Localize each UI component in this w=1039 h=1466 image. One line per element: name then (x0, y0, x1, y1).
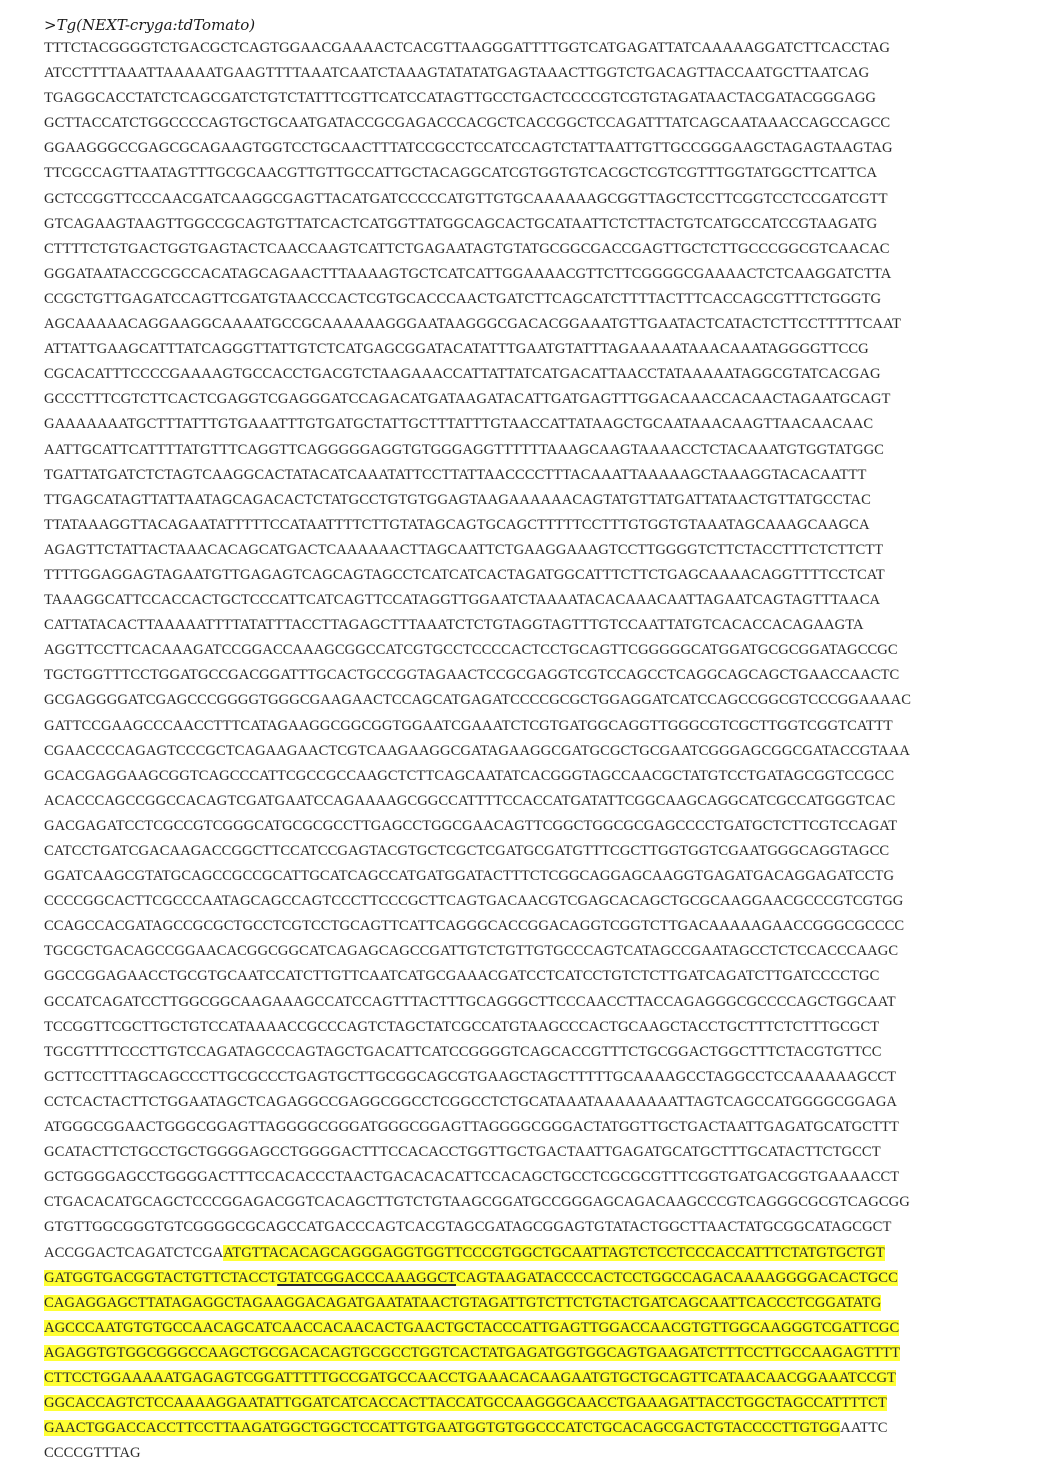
sequence-segment: AGCAAAAACAGGAAGGCAAAATGCCGCAAAAAAGGGAATAAGGGCGACACGGAAATGTTGAATACTCATACTCTTCCTTTTTCAAT (44, 316, 901, 333)
sequence-segment: CCTCACTACTTCTGGAATAGCTCAGAGGCCGAGGCGGCCTCGGCCTCTGCATAAATAAAAAAAATTAGTCAGCCATGGGGCGGAGA (44, 1093, 898, 1110)
sequence-segment: TGCGCTGACAGCCGGAACACGGCGGCATCAGAGCAGCCGATTGTCTGTTGTGCCCAGTCATAGCCGAATAGCCTCTCCACCCAAGC (44, 943, 899, 960)
sequence-line (44, 513, 1034, 538)
sequence-line (44, 1316, 1034, 1341)
sequence-segment: TTATAAAGGTTACAGAATATTTTTCCATAATTTTCTTGTATAGCAGTGCAGCTTTTTCCTTTGTGGTGTAAATAGCAAAGCAAGCA (44, 516, 870, 533)
sequence-line (44, 764, 1034, 789)
sequence-segment: CCGCTGTTGAGATCCAGTTCGATGTAACCCACTCGTGCACCCAACTGATCTTCAGCATCTTTTACTTTCACCAGCGTTTCTGGGTG (44, 290, 882, 307)
sequence-line (44, 1190, 1034, 1215)
sequence-segment: GTGTTGGCGGGTGTCGGGGCGCAGCCATGACCCAGTCACGTAGCGATAGCGGAGTGTATACTGGCTTAACTATGCGGCATAGCGCT (44, 1219, 892, 1236)
sequence-line (44, 1241, 1034, 1266)
sequence-line (44, 814, 1034, 839)
sequence-line (44, 387, 1034, 412)
sequence-line (44, 588, 1034, 613)
sequence-line (44, 914, 1034, 939)
sequence-line (44, 488, 1034, 513)
sequence-line (44, 362, 1034, 387)
sequence-line (44, 1391, 1034, 1416)
sequence-segment: TTCGCCAGTTAATAGTTTGCGCAACGTTGTTGCCATTGCTACAGGCATCGTGGTGTCACGCTCGTCGTTTGGTATGGCTTCATTCA (44, 165, 878, 182)
sequence-line (44, 1215, 1034, 1240)
sequence-segment: GCGAGGGGATCGAGCCCGGGGTGGGCGAAGAACTCCAGCATGAGATCCCCGCGCTGGAGGATCATCCAGCCGGCGTCCCGGAAAAC (44, 692, 912, 709)
sequence-line (44, 161, 1034, 186)
sequence-segment: GGCCGGAGAACCTGCGTGCAATCCATCTTGTTCAATCATGCGAAACGATCCTCATCCTGTCTCTTGATCAGATCTTGATCCCCTGC (44, 968, 880, 985)
dna-sequence-block (44, 36, 1034, 1466)
sequence-line (44, 111, 1034, 136)
sequence-line (44, 1015, 1034, 1040)
sequence-line (44, 1416, 1034, 1441)
sequence-segment: AGGTTCCTTCACAAAGATCCGGACCAAAGCGGCCATCGTGCCTCCCCACTCCTGCAGTTCGGGGGCATGGATGCGCGGATAGCCGC (44, 642, 898, 659)
sequence-line (44, 412, 1034, 437)
sequence-title: >Tg(NEXT-cryga:tdTomato) (44, 16, 256, 34)
sequence-line (44, 663, 1034, 688)
sequence-line (44, 1115, 1034, 1140)
sequence-segment: GCCATCAGATCCTTGGCGGCAAGAAAGCCATCCAGTTTACTTTGCAGGGCTTCCCAACCTTACCAGAGGGCGCCCCAGCTGGCAAT (44, 993, 896, 1010)
sequence-segment: GTCAGAAGTAAGTTGGCCGCAGTGTTATCACTCATGGTTATGGCAGCACTGCATAATTCTCTTACTGTCATGCCATCCGTAAGATG (44, 215, 878, 232)
sequence-line (44, 136, 1034, 161)
highlighted-sequence-segment: ATGTTACACAGCAGGGAGGTGGTTCCCGTGGCTGCAATTAGTCTCCTCCCACCATTTCTATGTGCTGT (223, 1244, 885, 1261)
sequence-segment: CATCCTGATCGACAAGACCGGCTTCCATCCGAGTACGTGCTCGCTCGATGCGATGTTTCGCTTGGTGGTCGAATGGGCAGGTAGCC (44, 843, 890, 859)
sequence-segment: CTGACACATGCAGCTCCCGGAGACGGTCACAGCTTGTCTGTAAGCGGATGCCGGGAGCAGACAAGCCCGTCAGGGCGCGTCAGCGG (44, 1194, 910, 1211)
sequence-line (44, 939, 1034, 964)
sequence-line (44, 463, 1034, 488)
sequence-segment: ATGGGCGGAACTGGGCGGAGTTAGGGGCGGGATGGGCGGAGTTAGGGGCGGGACTATGGTTGCTGACTAATTGAGATGCATGCTTT (44, 1119, 899, 1136)
sequence-segment: CTTTTCTGTGACTGGTGAGTACTCAACCAAGTCATTCTGAGAATAGTGTATGCGGCGACCGAGTTGCTCTTGCCCGGCGTCAACAC (44, 240, 890, 257)
highlighted-sequence-segment: GAACTGGACCACCTTCCTTAAGATGGCTGGCTCCATTGTGAATGGTGTGGCCCATCTGCACAGCGACTGTACCCCTTGTGG (44, 1420, 841, 1437)
sequence-line (44, 61, 1034, 86)
sequence-segment: ACACCCAGCCGGCCACAGTCGATGAATCCAGAAAAGCGGCCATTTTCCACCATGATATTCGGCAAGCAGGCATCGCCATGGGTCAC (44, 792, 896, 809)
sequence-segment: CCCCGTTTAG (44, 1445, 141, 1462)
highlighted-sequence-segment: GGCACCAGTCTCCAAAAGGAATATTGGATCATCACCACTTACCATGCCAAGGGCAACCTGAAAGATTACCTGGCTAGCCATTTTCT (44, 1395, 887, 1412)
sequence-line (44, 538, 1034, 563)
sequence-line (44, 1165, 1034, 1190)
sequence-line (44, 1441, 1034, 1466)
highlighted-sequence-segment: CTTCCTGGAAAAATGAGAGTCGGATTTTTGCCGATGCCAACCTGAAACACAAGAATGTGCTGCAGTTCATAACAACGGAAATCCGT (44, 1369, 896, 1386)
highlighted-sequence-segment: AGAGGTGTGGCGGGCCAAGCTGCGACACAGTGCGCCTGGTCACTATGAGATGGTGGCAGTGAAGATCTTTCCTTGCCAAGAGTTTT (44, 1344, 901, 1361)
sequence-line (44, 1291, 1034, 1316)
sequence-segment: GAAAAAAATGCTTTATTTGTGAAATTTGTGATGCTATTGCTTTATTTGTAACCATTATAAGCTGCAATAAACAAGTTAACAACAAC (44, 416, 874, 433)
sequence-segment: TTTTGGAGGAGTAGAATGTTGAGAGTCAGCAGTAGCCTCATCATCACTAGATGGCATTTCTTCTGAGCAAAACAGGTTTTCCTCAT (44, 566, 885, 583)
sequence-segment: TGATTATGATCTCTAGTCAAGGCACTATACATCAAATATTCCTTATTAACCCCTTTACAAATTAAAAAGCTAAAGGTACACAATTT (44, 466, 867, 483)
sequence-line (44, 262, 1034, 287)
sequence-line (44, 964, 1034, 989)
sequence-line (44, 237, 1034, 262)
sequence-segment: GGAAGGGCCGAGCGCAGAAGTGGTCCTGCAACTTTATCCGCCTCCATCCAGTCTATTAATTGTTGCCGGGAAGCTAGAGTAAGTAG (44, 140, 893, 157)
sequence-line (44, 688, 1034, 713)
sequence-line (44, 212, 1034, 237)
sequence-segment: AATTC (840, 1420, 888, 1437)
sequence-line (44, 990, 1034, 1015)
sequence-segment: GCCCTTTCGTCTTCACTCGAGGTCGAGGGATCCAGACATGATAAGATACATTGATGAGTTTGGACAAACCACAACTAGAATGCAGT (44, 391, 891, 408)
sequence-segment: CCCCGGCACTTCGCCCAATAGCAGCCAGTCCCTTCCCGCTTCAGTGACAACGTCGAGCACAGCTGCGCAAGGAACGCCCGTCGTGG (44, 893, 904, 910)
sequence-segment: GGATCAAGCGTATGCAGCCGCCGCATTGCATCAGCCATGATGGATACTTTCTCGGCAGGAGCAAGGTGAGATGACAGGAGATCCTG (44, 868, 895, 885)
sequence-line (44, 739, 1034, 764)
sequence-segment: GGGATAATACCGCGCCACATAGCAGAACTTTAAAAGTGCTCATCATTGGAAAACGTTCTTCGGGGCGAAAACTCTCAAGGATCTTA (44, 265, 892, 282)
sequence-segment: CATTATACACTTAAAAATTTTATATTTACCTTAGAGCTTTAAATCTCTGTAGGTAGTTTGTCCAATTATGTCACACCACAGAAGTA (44, 617, 864, 634)
sequence-line (44, 714, 1034, 739)
sequence-segment: TTGAGCATAGTTATTAATAGCAGACACTCTATGCCTGTGTGGAGTAAGAAAAAACAGTATGTTATGATTATAACTGTTATGCCTAC (44, 491, 871, 508)
sequence-line (44, 187, 1034, 212)
sequence-segment: TGCTGGTTTCCTGGATGCCGACGGATTTGCACTGCCGGTAGAACTCCGCGAGGTCGTCCAGCCTCAGGCAGCAGCTGAACCAACTC (44, 667, 900, 684)
sequence-segment: TAAAGGCATTCCACCACTGCTCCCATTCATCAGTTCCATAGGTTGGAATCTAAAATACACAAACAATTAGAATCAGTAGTTTAACA (44, 592, 881, 609)
highlighted-sequence-segment: AGCCCAATGTGTGCCAACAGCATCAACCACAACACTGAACTGCTACCCATTGAGTTGGACCAACGTGTTGGCAAGGGTCGATTCGC (44, 1319, 900, 1336)
sequence-line (44, 287, 1034, 312)
sequence-segment: TGCGTTTTCCCTTGTCCAGATAGCCCAGTAGCTGACATTCATCCGGGGTCAGCACCGTTTCTGCGGACTGGCTTTCTACGTGTTCC (44, 1043, 882, 1060)
sequence-segment: TTTCTACGGGGTCTGACGCTCAGTGGAACGAAAACTCACGTTAAGGGATTTTGGTCATGAGATTATCAAAAAGGATCTTCACCTAG (44, 40, 891, 56)
sequence-line (44, 337, 1034, 362)
sequence-line (44, 889, 1034, 914)
sequence-segment: AGAGTTCTATTACTAAACACAGCATGACTCAAAAAACTTAGCAATTCTGAAGGAAAGTCCTTGGGGTCTTCTACCTTTCTCTTCTT (44, 541, 884, 558)
sequence-segment: AATTGCATTCATTTTATGTTTCAGGTTCAGGGGGAGGTGTGGGAGGTTTTTTAAAGCAAGTAAAACCTCTACAAATGTGGTATGGC (44, 441, 884, 458)
sequence-line (44, 1065, 1034, 1090)
sequence-segment: GCTTCCTTTAGCAGCCCTTGCGCCCTGAGTGCTTGCGGCAGCGTGAAGCTAGCTTTTTGCAAAAGCCTAGGCCTCCAAAAAAGCCT (44, 1068, 897, 1085)
sequence-line (44, 312, 1034, 337)
sequence-segment: GCTGGGGAGCCTGGGGACTTTCCACACCCTAACTGACACACATTCCACAGCTGCCTCGCGCGTTTCGGTGATGACGGTGAAAACCT (44, 1169, 900, 1186)
sequence-line (44, 613, 1034, 638)
sequence-line (44, 1040, 1034, 1065)
sequence-segment: ATTATTGAAGCATTTATCAGGGTTATTGTCTCATGAGCGGATACATATTTGAATGTATTTAGAAAAATAAACAAATAGGGGTTCCG (44, 341, 869, 358)
sequence-segment: ACCGGACTCAGATCTCGA (44, 1244, 224, 1261)
sequence-line (44, 864, 1034, 889)
sequence-segment: GACGAGATCCTCGCCGTCGGGCATGCGCGCCTTGAGCCTGGCGAACAGTTCGGCTGGCGCGAGCCCCTGATGCTCTTCGTCCAGAT (44, 817, 898, 834)
sequence-segment: CCAGCCACGATAGCCGCGCTGCCTCGTCCTGCAGTTCATTCAGGGCACCGGACAGGTCGGTCTTGACAAAAAGAACCGGGCGCCCC (44, 918, 905, 935)
sequence-line (44, 563, 1034, 588)
sequence-segment: CGAACCCCAGAGTCCCGCTCAGAAGAACTCGTCAAGAAGGCGATAGAAGGCGATGCGCTGCGAATCGGGAGCGGCGATACCGTAAA (44, 742, 910, 759)
sequence-segment: GCTTACCATCTGGCCCCAGTGCTGCAATGATACCGCGAGACCCACGCTCACCGGCTCCAGATTTATCAGCAATAAACCAGCCAGCC (44, 115, 891, 132)
sequence-line (44, 1341, 1034, 1366)
sequence-line (44, 839, 1034, 864)
sequence-line (44, 438, 1034, 463)
sequence-segment: ATCCTTTTAAATTAAAAATGAAGTTTTAAATCAATCTAAAGTATATATGAGTAAACTTGGTCTGACAGTTACCAATGCTTAATCAG (44, 65, 870, 82)
highlighted-sequence-segment: GATGGTGACGGTACTGTTCTACCT (44, 1269, 278, 1286)
sequence-line (44, 1090, 1034, 1115)
sequence-segment: TCCGGTTCGCTTGCTGTCCATAAAACCGCCCAGTCTAGCTATCGCCATGTAAGCCCACTGCAAGCTACCTGCTTTCTCTTTGCGCT (44, 1018, 880, 1035)
sequence-document (44, 14, 1034, 1466)
underlined-sequence-segment: GTATCGGACCCAAAGGCT (277, 1269, 457, 1286)
sequence-segment: TGAGGCACCTATCTCAGCGATCTGTCTATTTCGTTCATCCATAGTTGCCTGACTCCCCGTCGTGTAGATAACTACGATACGGGAGG (44, 90, 877, 107)
highlighted-sequence-segment: CAGTAAGATACCCCACTCCTGGCCAGACAAAAGGGGACACTGCC (456, 1269, 898, 1286)
sequence-line (44, 1140, 1034, 1165)
sequence-line (44, 1366, 1034, 1391)
sequence-segment: GCTCCGGTTCCCAACGATCAAGGCGAGTTACATGATCCCCCATGTTGTGCAAAAAAGCGGTTAGCTCCTTCGGTCCTCCGATCGTT (44, 190, 888, 207)
sequence-segment: GCACGAGGAAGCGGTCAGCCCATTCGCCGCCAAGCTCTTCAGCAATATCACGGGTAGCCAACGCTATGTCCTGATAGCGGTCCGCC (44, 767, 895, 784)
sequence-segment: GCATACTTCTGCCTGCTGGGGAGCCTGGGGACTTTCCACACCTGGTTGCTGACTAATTGAGATGCATGCTTTGCATACTTCTGCCT (44, 1144, 881, 1161)
highlighted-sequence-segment: CAGAGGAGCTTATAGAGGCTAGAAGGACAGATGAATATAACTGTAGATTGTCTTCTGTACTGATCAGCAATTCACCCTCGGATATG (44, 1294, 882, 1311)
sequence-segment: CGCACATTTCCCCGAAAAGTGCCACCTGACGTCTAAGAAACCATTATTATCATGACATTAACCTATAAAAATAGGCGTATCACGAG (44, 366, 881, 383)
sequence-line (44, 1266, 1034, 1291)
sequence-line (44, 789, 1034, 814)
sequence-segment: GATTCCGAAGCCCAACCTTTCATAGAAGGCGGCGGTGGAATCGAAATCTCGTGATGGCAGGTTGGGCGTCGCTTGGTCGGTCATTT (44, 717, 893, 734)
sequence-line (44, 86, 1034, 111)
sequence-line (44, 36, 1034, 61)
sequence-line (44, 638, 1034, 663)
